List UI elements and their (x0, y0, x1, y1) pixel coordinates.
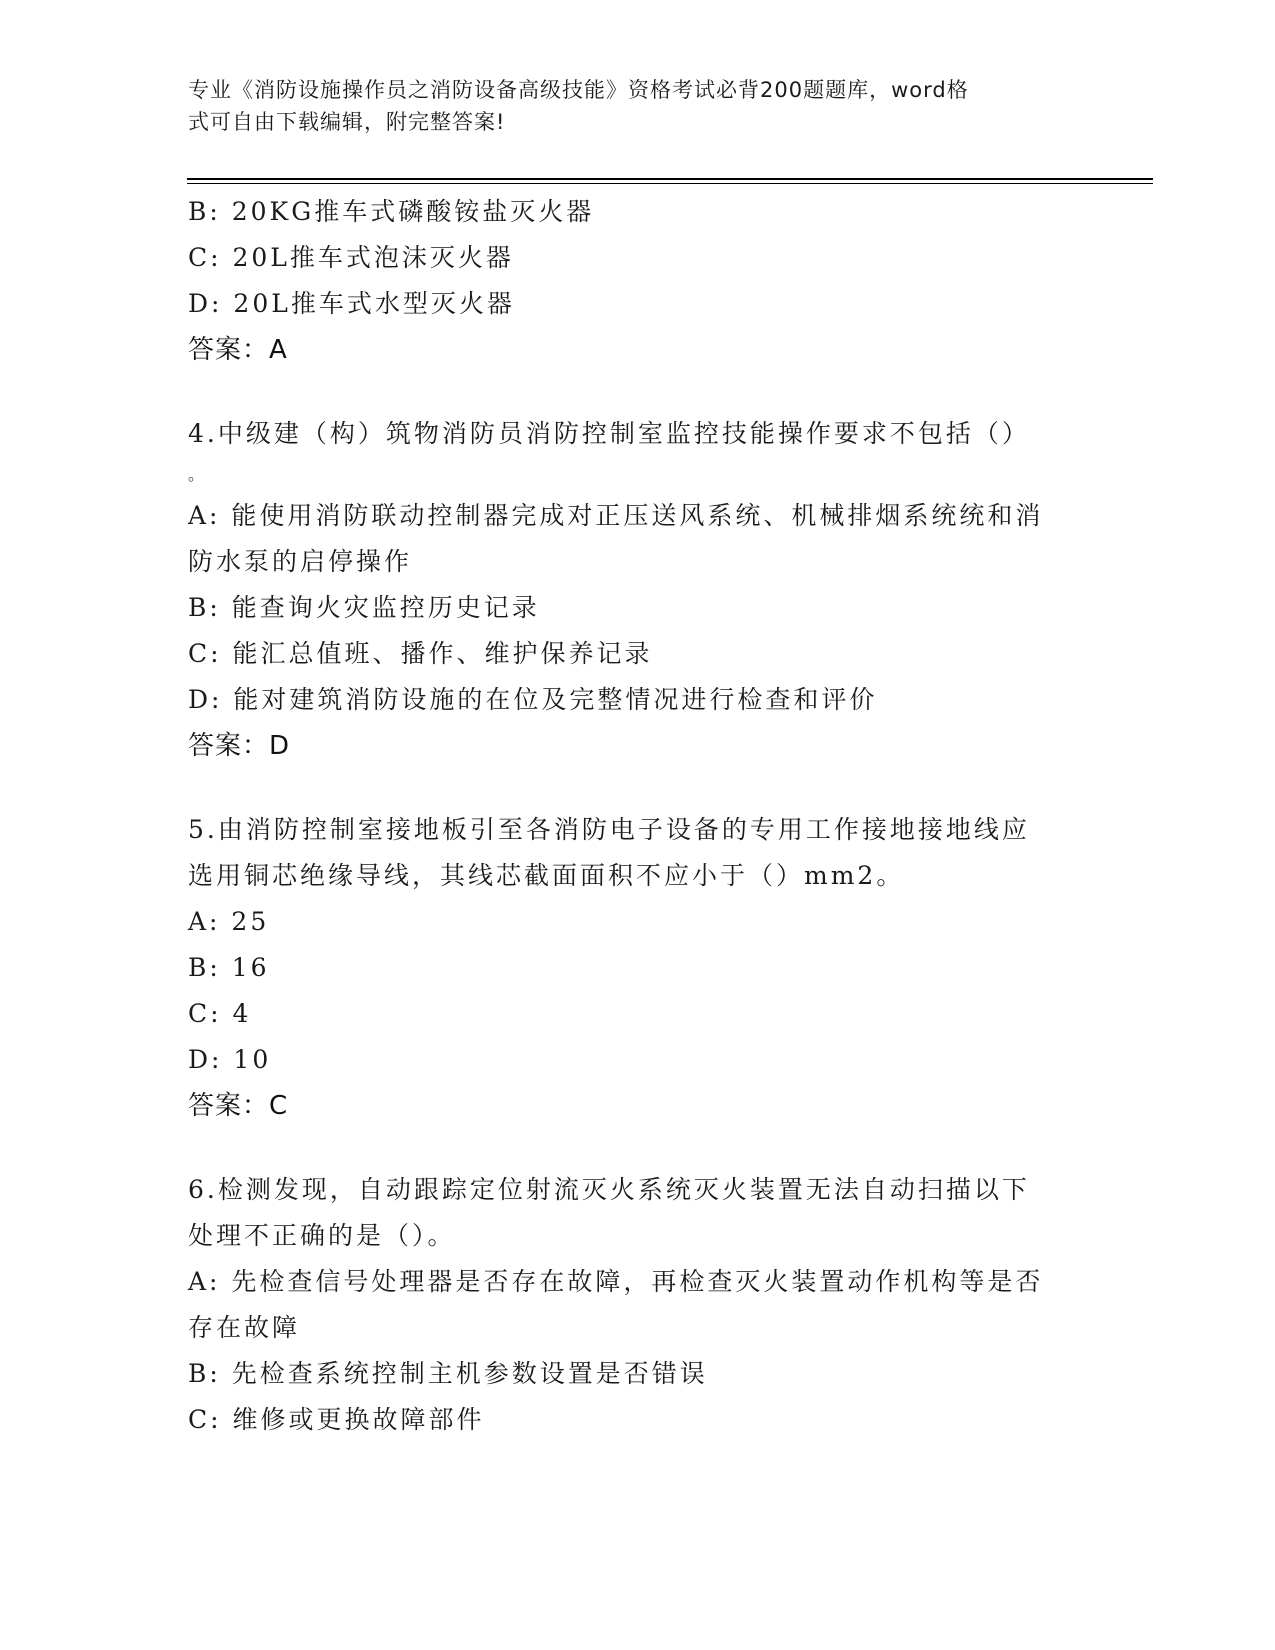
q6-option-a-line-1: A: 先检查信号处理器是否存在故障，再检查灭火装置动作机构等是否 (188, 1267, 1044, 1296)
header-divider-thick (187, 178, 1153, 180)
question-list (188, 189, 1088, 1443)
q3-option-b: B: 20KG推车式磷酸铵盐灭火器 (188, 197, 595, 226)
spacer (188, 373, 1088, 411)
q4-option-d: D: 能对建筑消防设施的在位及完整情况进行检查和评价 (188, 685, 878, 714)
question-3-continued (188, 189, 1088, 373)
question-4 (188, 411, 1088, 769)
q3-option-c: C: 20L推车式泡沫灭火器 (188, 243, 514, 272)
q4-answer: 答案：D (188, 731, 291, 761)
q4-question-line-2: 。 (188, 465, 208, 484)
document-header (188, 74, 1078, 138)
q3-answer: 答案：A (188, 335, 288, 365)
q6-option-c: C: 维修或更换故障部件 (188, 1405, 485, 1434)
q4-option-a-line-1: A: 能使用消防联动控制器完成对正压送风系统、机械排烟系统统和消 (188, 501, 1044, 530)
q6-option-a-line-2: 存在故障 (188, 1313, 301, 1342)
q5-question-line-2: 选用铜芯绝缘导线，其线芯截面面积不应小于（）mm2。 (188, 861, 905, 890)
header-line-2: 式可自由下载编辑，附完整答案! (188, 110, 506, 134)
q3-option-d: D: 20L推车式水型灭火器 (188, 289, 515, 318)
q6-option-b: B: 先检查系统控制主机参数设置是否错误 (188, 1359, 708, 1388)
q4-question-line-1: 4.中级建（构）筑物消防员消防控制室监控技能操作要求不包括（） (188, 419, 1030, 448)
spacer (188, 1129, 1088, 1167)
q5-option-c: C: 4 (188, 999, 252, 1028)
header-divider-thin (187, 183, 1153, 184)
question-6 (188, 1167, 1088, 1443)
header-line-1: 专业《消防设施操作员之消防设备高级技能》资格考试必背200题题库，word格 (188, 78, 969, 102)
q5-option-a: A: 25 (188, 907, 270, 936)
q4-option-b: B: 能查询火灾监控历史记录 (188, 593, 540, 622)
q6-question-line-1: 6.检测发现，自动跟踪定位射流灭火系统灭火装置无法自动扫描以下 (188, 1175, 1030, 1204)
question-5 (188, 807, 1088, 1129)
spacer (188, 769, 1088, 807)
q5-option-d: D: 10 (188, 1045, 272, 1074)
q6-question-line-2: 处理不正确的是（）。 (188, 1221, 456, 1250)
q5-question-line-1: 5.由消防控制室接地板引至各消防电子设备的专用工作接地接地线应 (188, 815, 1030, 844)
q5-answer: 答案：C (188, 1091, 289, 1121)
q5-option-b: B: 16 (188, 953, 270, 982)
q4-option-c: C: 能汇总值班、播作、维护保养记录 (188, 639, 653, 668)
q4-option-a-line-2: 防水泵的启停操作 (188, 547, 413, 576)
